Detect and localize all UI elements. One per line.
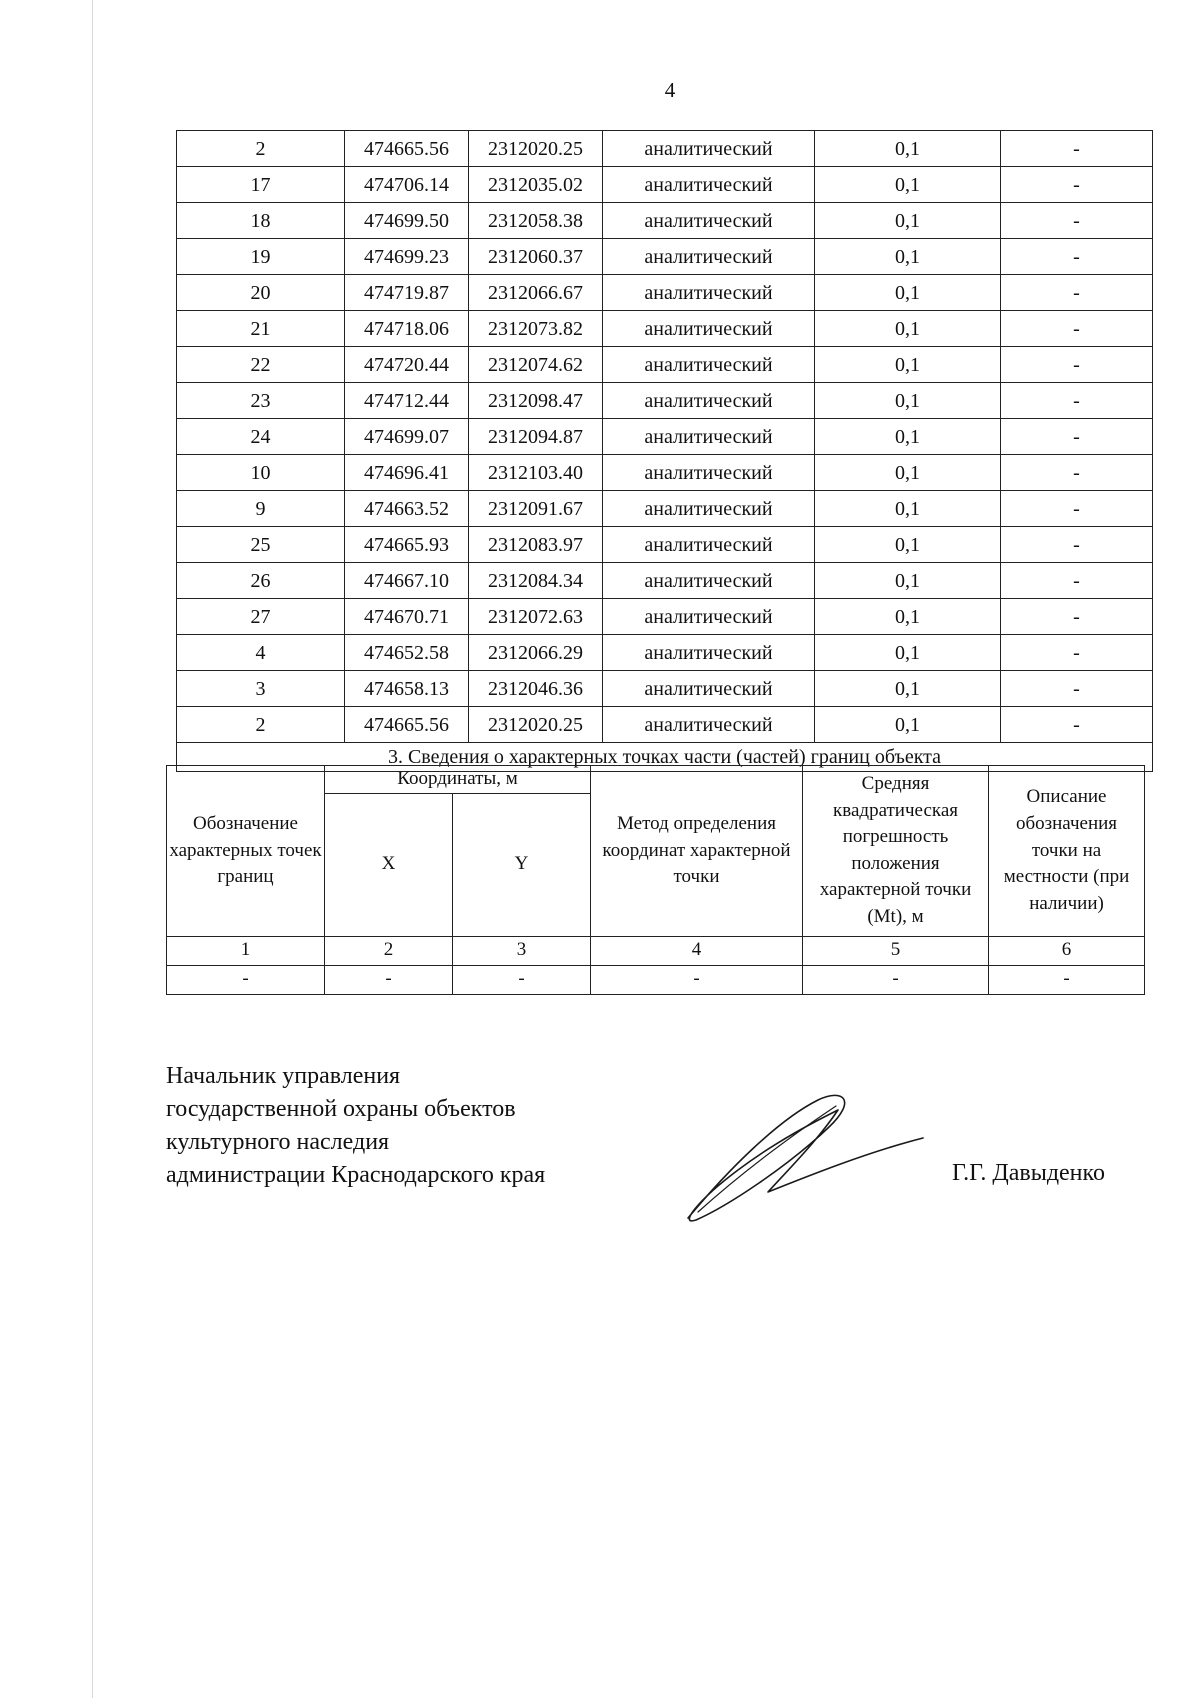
- error-cell: 0,1: [815, 383, 1001, 419]
- table-row: [177, 707, 1153, 743]
- point-cell: 22: [177, 347, 345, 383]
- x-cell: 474699.23: [345, 239, 469, 275]
- table-row: [177, 563, 1153, 599]
- x-cell: 474665.93: [345, 527, 469, 563]
- description-cell: -: [1001, 491, 1153, 527]
- section3-caption: 3. Сведения о характерных точках части (частей) границ объекта: [177, 743, 1153, 772]
- y-cell: 2312035.02: [469, 167, 603, 203]
- header-error: Средняя квадратическая погрешность положения характерной точки (Mt), м: [803, 766, 989, 937]
- method-cell: аналитический: [603, 167, 815, 203]
- column-number: 3: [453, 936, 591, 965]
- x-cell: 474720.44: [345, 347, 469, 383]
- y-cell: 2312060.37: [469, 239, 603, 275]
- error-cell: 0,1: [815, 347, 1001, 383]
- y-cell: 2312091.67: [469, 491, 603, 527]
- method-cell: аналитический: [603, 635, 815, 671]
- method-cell: аналитический: [603, 599, 815, 635]
- description-cell: -: [1001, 131, 1153, 167]
- table-row: [177, 203, 1153, 239]
- empty-cell: -: [803, 965, 989, 994]
- method-cell: аналитический: [603, 275, 815, 311]
- error-cell: 0,1: [815, 311, 1001, 347]
- point-cell: 18: [177, 203, 345, 239]
- y-cell: 2312073.82: [469, 311, 603, 347]
- method-cell: аналитический: [603, 383, 815, 419]
- header-coordinates: Координаты, м: [325, 766, 591, 794]
- point-cell: 24: [177, 419, 345, 455]
- y-cell: 2312058.38: [469, 203, 603, 239]
- method-cell: аналитический: [603, 347, 815, 383]
- error-cell: 0,1: [815, 419, 1001, 455]
- table-row: [177, 599, 1153, 635]
- signer-position-line: государственной охраны объектов: [166, 1096, 516, 1122]
- header-y: Y: [453, 793, 591, 936]
- x-cell: 474652.58: [345, 635, 469, 671]
- empty-cell: -: [591, 965, 803, 994]
- table-row: [177, 347, 1153, 383]
- error-cell: 0,1: [815, 563, 1001, 599]
- x-cell: 474699.50: [345, 203, 469, 239]
- header-point-designation: Обозначение характерных точек границ: [167, 766, 325, 937]
- y-cell: 2312046.36: [469, 671, 603, 707]
- point-cell: 17: [177, 167, 345, 203]
- point-cell: 4: [177, 635, 345, 671]
- signer-position-line: администрации Краснодарского края: [166, 1162, 546, 1188]
- x-cell: 474706.14: [345, 167, 469, 203]
- x-cell: 474699.07: [345, 419, 469, 455]
- error-cell: 0,1: [815, 275, 1001, 311]
- point-cell: 20: [177, 275, 345, 311]
- x-cell: 474696.41: [345, 455, 469, 491]
- y-cell: 2312072.63: [469, 599, 603, 635]
- table-row: [177, 383, 1153, 419]
- signer-position: [166, 1060, 545, 1192]
- point-cell: 26: [177, 563, 345, 599]
- error-cell: 0,1: [815, 527, 1001, 563]
- table-row: [177, 131, 1153, 167]
- description-cell: -: [1001, 599, 1153, 635]
- method-cell: аналитический: [603, 455, 815, 491]
- method-cell: аналитический: [603, 203, 815, 239]
- method-cell: аналитический: [603, 707, 815, 743]
- y-cell: 2312084.34: [469, 563, 603, 599]
- description-cell: -: [1001, 563, 1153, 599]
- point-cell: 23: [177, 383, 345, 419]
- column-number: 1: [167, 936, 325, 965]
- y-cell: 2312074.62: [469, 347, 603, 383]
- point-cell: 21: [177, 311, 345, 347]
- x-cell: 474670.71: [345, 599, 469, 635]
- empty-cell: -: [325, 965, 453, 994]
- header-method: Метод определения координат характерной точки: [591, 766, 803, 937]
- method-cell: аналитический: [603, 311, 815, 347]
- y-cell: 2312103.40: [469, 455, 603, 491]
- column-number: 5: [803, 936, 989, 965]
- error-cell: 0,1: [815, 239, 1001, 275]
- x-cell: 474719.87: [345, 275, 469, 311]
- y-cell: 2312066.29: [469, 635, 603, 671]
- description-cell: -: [1001, 671, 1153, 707]
- empty-cell: -: [167, 965, 325, 994]
- description-cell: -: [1001, 419, 1153, 455]
- x-cell: 474712.44: [345, 383, 469, 419]
- error-cell: 0,1: [815, 167, 1001, 203]
- column-number: 4: [591, 936, 803, 965]
- point-cell: 19: [177, 239, 345, 275]
- point-cell: 2: [177, 707, 345, 743]
- error-cell: 0,1: [815, 635, 1001, 671]
- page-number: 4: [664, 78, 676, 102]
- point-cell: 3: [177, 671, 345, 707]
- method-cell: аналитический: [603, 491, 815, 527]
- description-cell: -: [1001, 455, 1153, 491]
- table-row: [177, 311, 1153, 347]
- description-cell: -: [1001, 707, 1153, 743]
- y-cell: 2312020.25: [469, 707, 603, 743]
- table-row: [177, 671, 1153, 707]
- description-cell: -: [1001, 635, 1153, 671]
- signer-position-line: Начальник управления: [166, 1063, 401, 1089]
- scan-edge-line: [92, 0, 93, 1698]
- method-cell: аналитический: [603, 671, 815, 707]
- header-x: X: [325, 793, 453, 936]
- column-numbers-row: [167, 936, 1145, 965]
- error-cell: 0,1: [815, 599, 1001, 635]
- y-cell: 2312098.47: [469, 383, 603, 419]
- table-row: [177, 491, 1153, 527]
- x-cell: 474665.56: [345, 707, 469, 743]
- error-cell: 0,1: [815, 671, 1001, 707]
- y-cell: 2312094.87: [469, 419, 603, 455]
- y-cell: 2312083.97: [469, 527, 603, 563]
- empty-cell: -: [453, 965, 591, 994]
- method-cell: аналитический: [603, 527, 815, 563]
- x-cell: 474658.13: [345, 671, 469, 707]
- description-cell: -: [1001, 311, 1153, 347]
- parts-table: [166, 765, 1145, 995]
- table-row: [177, 419, 1153, 455]
- table-row: [177, 167, 1153, 203]
- empty-data-row: [167, 965, 1145, 994]
- description-cell: -: [1001, 203, 1153, 239]
- description-cell: -: [1001, 239, 1153, 275]
- error-cell: 0,1: [815, 203, 1001, 239]
- method-cell: аналитический: [603, 563, 815, 599]
- table-row: [177, 239, 1153, 275]
- error-cell: 0,1: [815, 455, 1001, 491]
- x-cell: 474667.10: [345, 563, 469, 599]
- parts-header-row: [167, 766, 1145, 794]
- method-cell: аналитический: [603, 419, 815, 455]
- error-cell: 0,1: [815, 491, 1001, 527]
- description-cell: -: [1001, 383, 1153, 419]
- method-cell: аналитический: [603, 239, 815, 275]
- point-cell: 10: [177, 455, 345, 491]
- header-description: Описание обозначения точки на местности (при наличии): [989, 766, 1145, 937]
- description-cell: -: [1001, 347, 1153, 383]
- point-cell: 9: [177, 491, 345, 527]
- y-cell: 2312066.67: [469, 275, 603, 311]
- x-cell: 474663.52: [345, 491, 469, 527]
- handwritten-signature: [668, 1080, 928, 1230]
- column-number: 6: [989, 936, 1145, 965]
- x-cell: 474718.06: [345, 311, 469, 347]
- table-row: [177, 635, 1153, 671]
- point-cell: 27: [177, 599, 345, 635]
- empty-cell: -: [989, 965, 1145, 994]
- error-cell: 0,1: [815, 131, 1001, 167]
- coordinates-table-body: [177, 131, 1153, 743]
- signer-position-line: культурного наследия: [166, 1129, 390, 1155]
- table-row: [177, 455, 1153, 491]
- method-cell: аналитический: [603, 131, 815, 167]
- description-cell: -: [1001, 167, 1153, 203]
- x-cell: 474665.56: [345, 131, 469, 167]
- y-cell: 2312020.25: [469, 131, 603, 167]
- error-cell: 0,1: [815, 707, 1001, 743]
- table-row: [177, 275, 1153, 311]
- signer-name: Г.Г. Давыденко: [952, 1160, 1105, 1186]
- coordinates-table: [176, 130, 1153, 772]
- point-cell: 2: [177, 131, 345, 167]
- description-cell: -: [1001, 275, 1153, 311]
- description-cell: -: [1001, 527, 1153, 563]
- column-number: 2: [325, 936, 453, 965]
- point-cell: 25: [177, 527, 345, 563]
- table-row: [177, 527, 1153, 563]
